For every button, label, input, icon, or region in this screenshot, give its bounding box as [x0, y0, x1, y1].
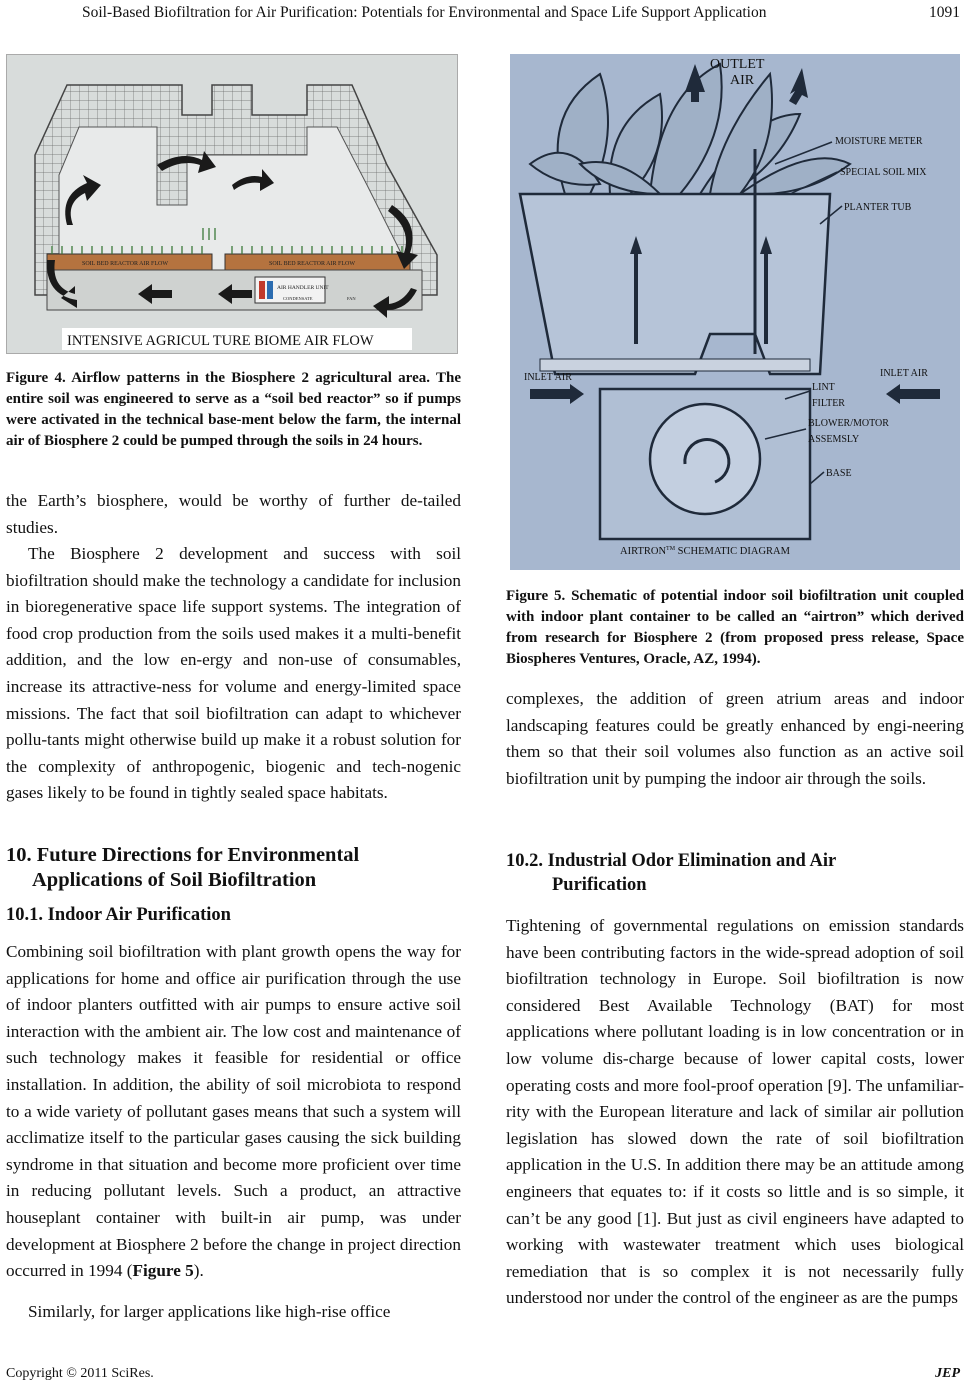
inlet-air-left-label: INLET AIR	[524, 372, 572, 383]
moisture-meter-label: MOISTURE METER	[835, 136, 923, 147]
air-handler-red-unit	[259, 281, 265, 299]
schematic-title-suffix: SCHEMATIC DIAGRAM	[675, 546, 790, 557]
section-10-2-heading-line1: 10.2. Industrial Odor Elimination and Air	[506, 851, 837, 871]
figure-5-caption: Figure 5. Schematic of potential indoor soil biofiltration unit coupled with indoor plant container to be called an “airtron” which derived from research for Biosphere 2 (from proposed press release, Space Biospheres Ventures, Oracle, AZ, 1994).	[506, 588, 964, 667]
section-10-heading-line2: Applications of Soil Biofiltration	[32, 868, 317, 891]
schematic-title-main: AIRTRON	[620, 546, 667, 557]
planter-tub-label: PLANTER TUB	[844, 202, 912, 213]
air-handler-blue-unit	[267, 281, 273, 299]
blower-housing	[650, 404, 760, 514]
section-10-2-heading-line2: Purification	[552, 875, 647, 895]
page-number: 1091	[929, 4, 960, 21]
schematic-title-tm: TM	[666, 546, 676, 552]
paragraph-indoor-air	[6, 939, 461, 1285]
inlet-air-right-label: INLET AIR	[880, 368, 928, 379]
special-soil-mix-label: SPECIAL SOIL MIX	[840, 167, 927, 178]
running-title: Soil-Based Biofiltration for Air Purification: Potentials for Environmental and Space Life Support Application	[82, 4, 767, 21]
air-handler-label: AIR HANDLER UNIT	[277, 285, 329, 291]
section-10-2-heading	[506, 849, 964, 897]
section-10-heading-line1: 10. Future Directions for Environmental	[6, 844, 360, 866]
base-label: BASE	[826, 468, 852, 479]
outlet-arrow-right	[789, 68, 808, 105]
condensate-label: CONDENSATE	[283, 296, 313, 301]
figure-4-title: INTENSIVE AGRICUL TURE BIOME AIR FLOW	[67, 333, 374, 349]
blower-motor-label: BLOWER/MOTOR	[808, 418, 889, 429]
planter-tub-body	[520, 194, 830, 374]
reactor-left-label: SOIL BED REACTOR AIR FLOW	[82, 261, 169, 267]
figure-4-airflow-diagram	[6, 54, 458, 354]
section-10-1-heading: 10.1. Indoor Air Purification	[6, 905, 231, 925]
paragraph-indoor-air-text: Combining soil biofiltration with plant growth opens the way for applications for home and office air purification through the use of indoor planters outfitted with air pumps to ensure active soil interaction with the ambient air. The low cost and maintenance of such technology makes it feasible for residential or office installation. In addition, the ability of soil microbiota to respond to a wide variety of pollutant gases means that such a system will acclimatize itself to the particular gases causing the sick building syndrome in that situation and become more proficient over time in reducing pollutant levels. Such a product, an attractive houseplant container with built-in air pump, was under development at Biosphere 2 before the change in project direction occurred in 1994 (	[6, 942, 461, 1281]
lint-label: LINT	[812, 382, 835, 393]
outlet-air-label-2: AIR	[730, 73, 755, 88]
figure-5-drawing	[510, 54, 960, 570]
paragraph-similarly: Similarly, for larger applications like high-rise office	[28, 1302, 391, 1321]
assembly-label: ASSEMSLY	[808, 434, 860, 445]
paragraph-indoor-air-end: ).	[193, 1261, 204, 1281]
figure-4-drawing	[7, 55, 458, 354]
schematic-title	[620, 546, 791, 557]
reactor-right-label: SOIL BED REACTOR AIR FLOW	[269, 261, 356, 267]
figure-4-caption: Figure 4. Airflow patterns in the Biosphere 2 agricultural area. The entire soil was engineered to serve as a “soil bed reactor” so if pumps were activated in the technical base-ment below the farm, the internal air of Biosphere 2 could be pumped through the soils in 24 hours.	[6, 370, 461, 449]
figure-5-airtron-schematic	[510, 54, 960, 570]
inlet-arrow-left	[530, 384, 584, 404]
soil-layer	[540, 359, 810, 371]
paragraph-complexes: complexes, the addition of green atrium areas and indoor landscaping features could be greatly enhanced by engi-neering them so that their soil volumes also function as an active soil biofiltration unit by pumping the indoor air through the soils.	[506, 689, 964, 788]
fan-label: FAN	[347, 296, 356, 301]
outlet-air-label: OUTLET	[710, 57, 765, 72]
paragraph-tightening: Tightening of governmental regulations on emission standards have been contributing factors in the wide-spread adoption of soil biofiltration technology in Europe. Soil biofiltration is now considered Best Available Technology (BAT) for most applications where pollutant loading is in low concentration or in low volume dis-charge because of lower capital costs, lower operating costs and more fool-proof operation [9]. The unfamiliar-rity with the European literature and lack of similar air pollution legislation has slowed down the rate of soil biofiltration application in the U.S. In addition there may be an attitude among engineers that equates to: if it costs so little and is so simple, it can’t be any good [1]. But just as civil engineers have adapted to working with wastewater treatment which uses biological remediation that is so complex it is not necessarily fully understood nor under the control of the engineer as are the pumps	[506, 916, 964, 1308]
paragraph-biosphere-development: The Biosphere 2 development and success with soil biofiltration should make the technology a candidate for inclusion in bioregenerative space life support systems. The integration of food crop production from the soils used makes it a multi-benefit addition, and the low en-ergy and non-use of consumables, increase its attractive-ness for volume and energy-limited space missions. The fact that soil biofiltration can adapt to whichever pollu-tants might otherwise build up make it a robust solution for the complexity of anthropogenic, biogenic and tech-nogenic gases likely to be found in tightly sealed space habitats.	[6, 544, 461, 803]
section-10-heading	[6, 843, 461, 892]
paragraph-continuation: the Earth’s biosphere, would be worthy of further de-tailed studies.	[6, 491, 461, 537]
running-header	[0, 0, 968, 28]
copyright-notice: Copyright © 2011 SciRes.	[6, 1366, 154, 1381]
journal-abbreviation: JEP	[935, 1366, 960, 1381]
figure-5-reference: Figure 5	[132, 1261, 194, 1281]
inlet-arrow-right	[886, 384, 940, 404]
filter-label: FILTER	[812, 398, 845, 409]
